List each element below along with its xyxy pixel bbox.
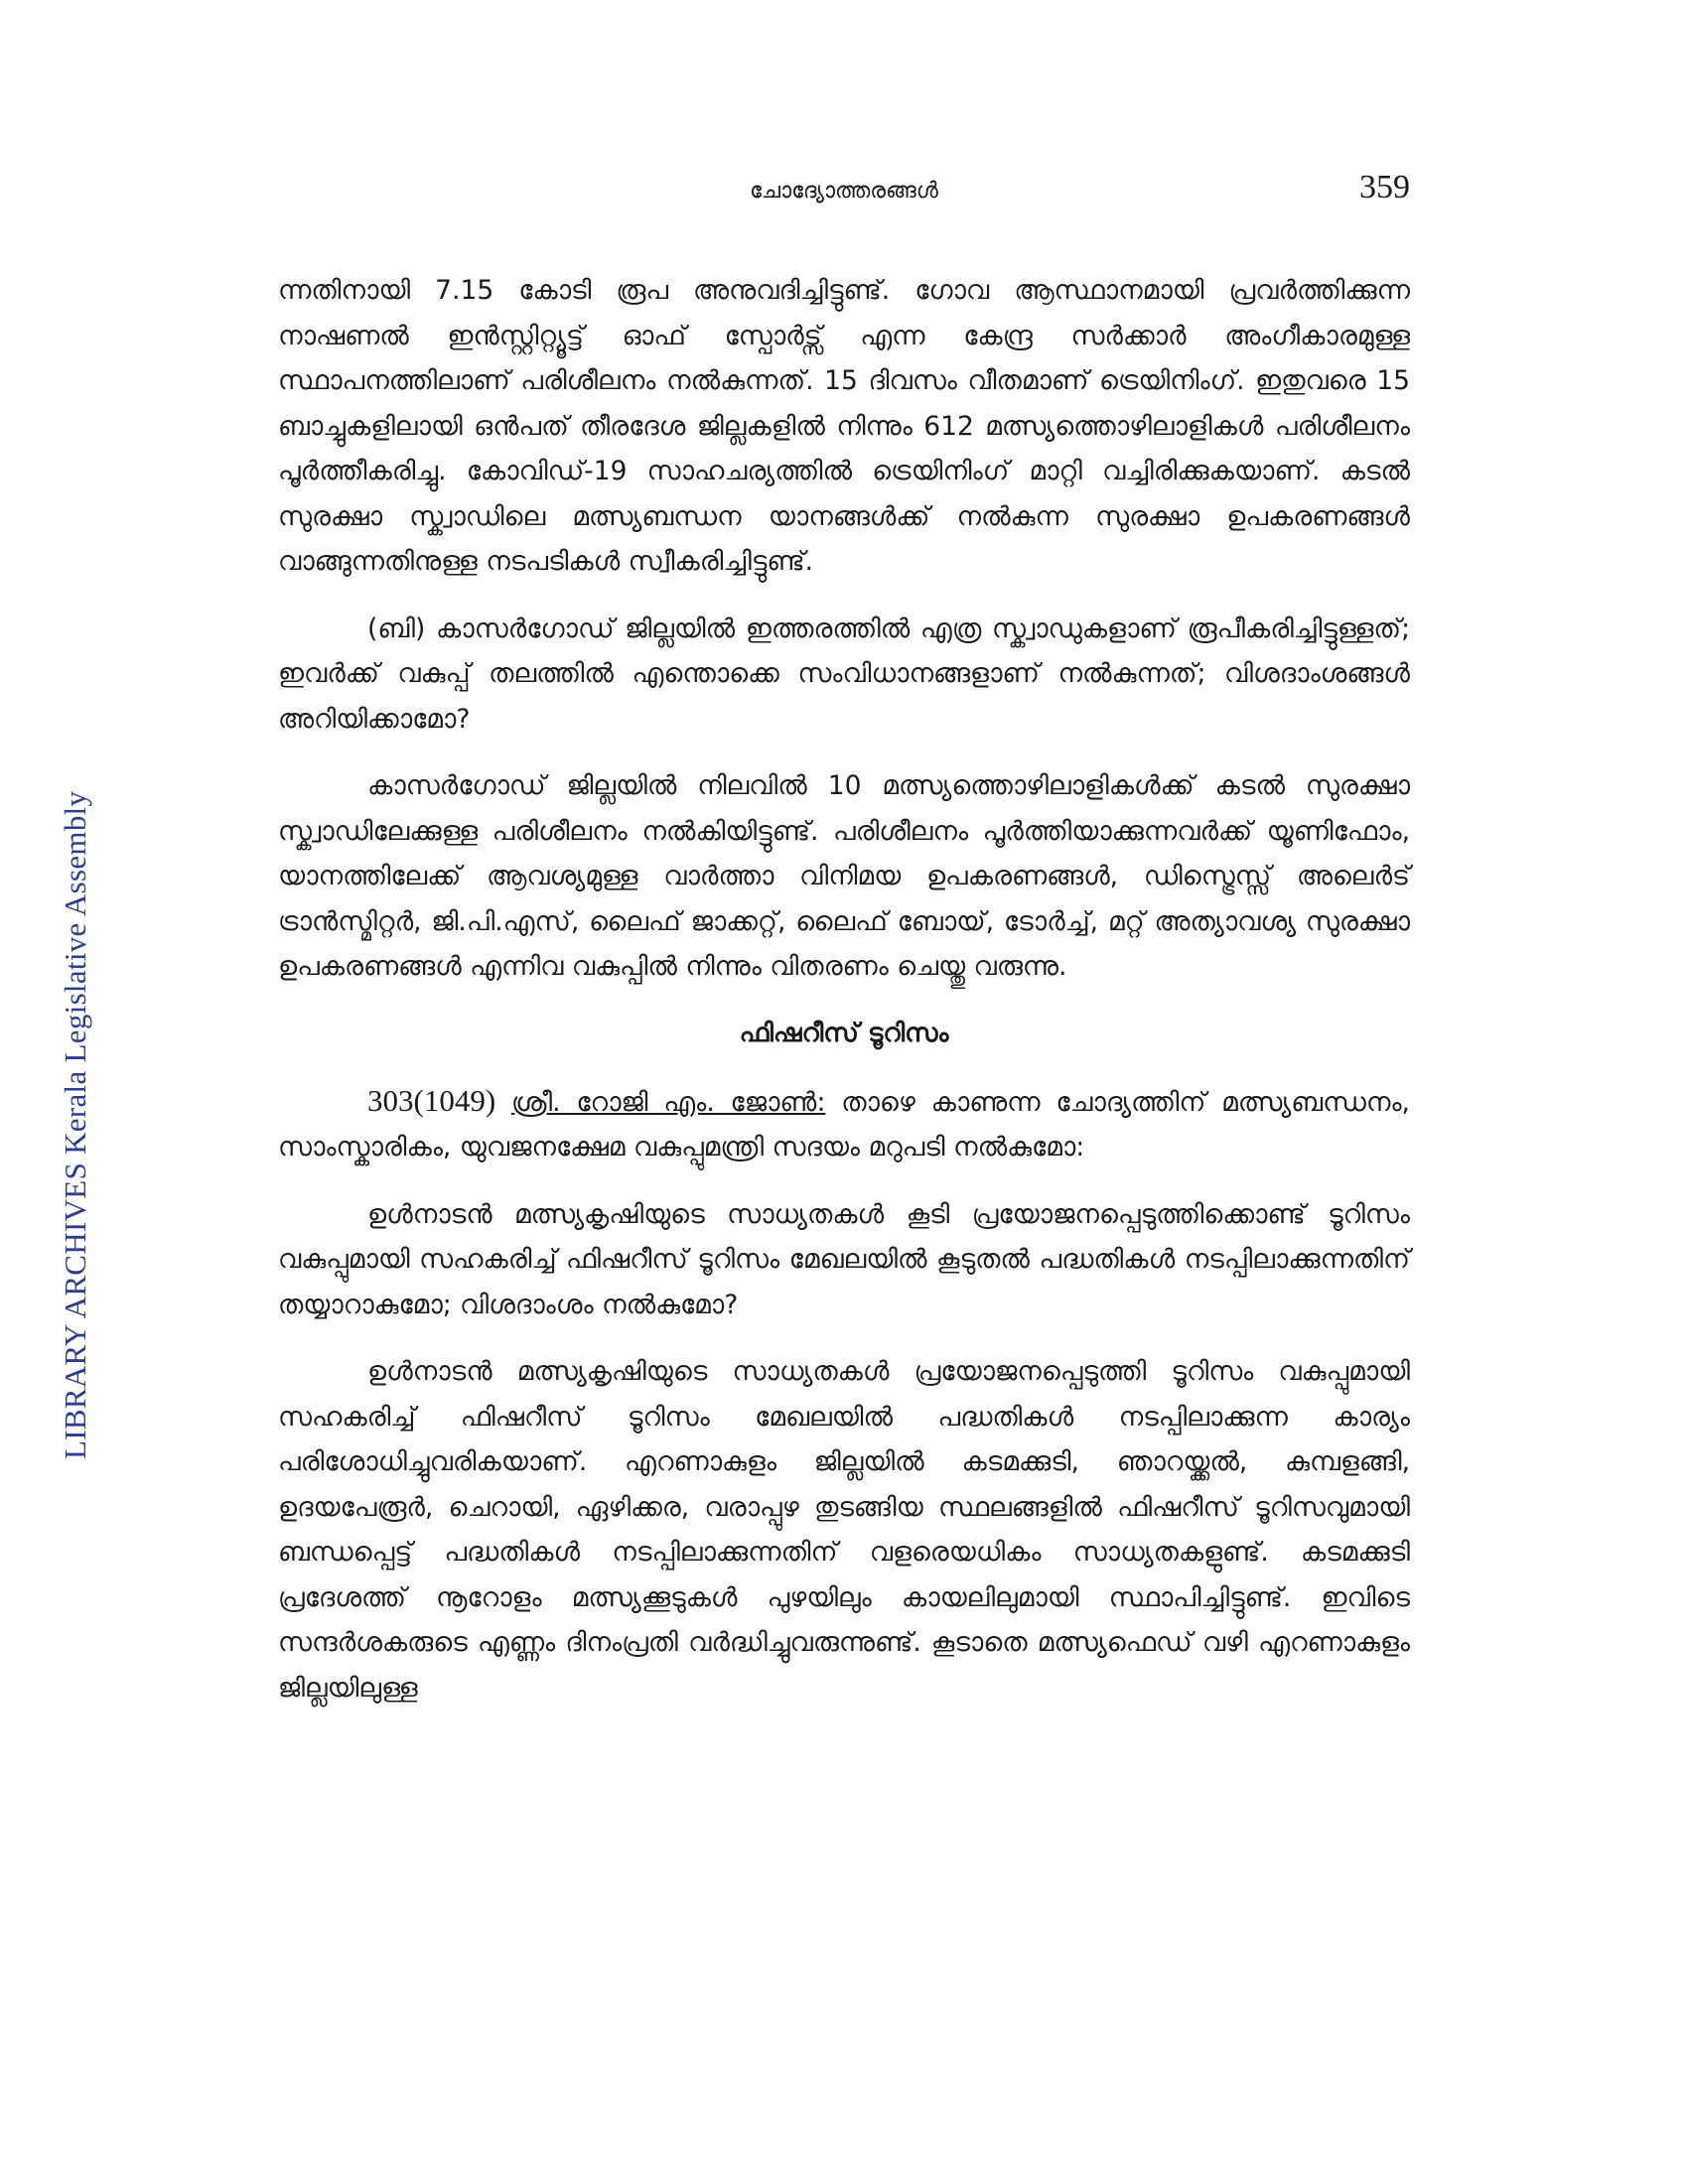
question-text: ഉൾനാടൻ മത്സ്യകൃഷിയുടെ സാധ്യതകൾ കൂടി പ്രയോജനപ്പെടുത്തിക്കൊണ്ട് ടൂറിസം വകുപ്പുമായി സഹകരിച്ച് ഫിഷറീസ് ടൂറിസം മേഖലയിൽ കൂടുതൽ പദ്ധതികൾ നടപ്പിലാക്കുന്നതിന് തയ്യാറാകുമോ; വിശദാംശം നൽകുമോ? [278,1198,1410,1320]
answer-paragraph: ഉൾനാടൻ മത്സ്യകൃഷിയുടെ സാധ്യതകൾ പ്രയോജനപ്പെടുത്തി ടൂറിസം വകുപ്പുമായി സഹകരിച്ച് ഫിഷറീസ് ടൂറിസം മേഖലയിൽ പദ്ധതികൾ നടപ്പിലാക്കുന്ന കാര്യം പരിശോധിച്ചുവരികയാണ്. എറണാകുളം ജില്ലയിൽ കടമക്കുടി, ഞാറയ്ക്കൽ, കുമ്പളങ്ങി, ഉദയപേരൂർ, ചെറായി, ഏഴിക്കര, വരാപ്പുഴ തുടങ്ങിയ സ്ഥലങ്ങളിൽ ഫിഷറീസ് ടൂറിസവുമായി ബന്ധപ്പെട്ട് പദ്ധതികൾ നടപ്പിലാക്കുന്നതിന് വളരെയധികം സാധ്യതകളുണ്ട്. കടമക്കുടി പ്രദേശത്ത് നൂറോളം മത്സ്യക്കൂടുകൾ പുഴയിലും കായലിലുമായി സ്ഥാപിച്ചിട്ടുണ്ട്. ഇവിടെ സന്ദർശകരുടെ എണ്ണം ദിനംപ്രതി വർദ്ധിച്ചുവരുന്നുണ്ട്. കൂടാതെ മത്സ്യഫെഡ് വഴി എറണാകുളം ജില്ലയിലുള്ള [278,1356,1410,1704]
sub-question-b: (ബി) കാസർഗോഡ് ജില്ലയിൽ ഇത്തരത്തിൽ എത്ര സ്ക്വാഡുകളാണ് രൂപീകരിച്ചിട്ടുള്ളത്; ഇവർക്ക് വകുപ്പ് തലത്തിൽ എന്തൊക്കെ സംവിധാനങ്ങളാണ് നൽകുന്നത്; വിശദാംശങ്ങൾ അറിയിക്കാമോ? [278,613,1410,735]
question-intro-text: താഴെ കാണുന്ന ചോദ്യത്തിന് മത്സ്യബന്ധനം, സാംസ്കാരികം, യുവജനക്ഷേമ വകുപ്പുമന്ത്രി സദയം മറുപടി നൽകുമോ: [278,1086,1410,1162]
member-name: ശ്രീ. റോജി എം. ജോൺ: [510,1086,826,1118]
answer-paragraph-b: കാസർഗോഡ് ജില്ലയിൽ നിലവിൽ 10 മത്സ്യത്തൊഴിലാളികൾക്ക് കടൽ സുരക്ഷാ സ്ക്വാഡിലേക്കുള്ള പരിശീലനം നൽകിയിട്ടുണ്ട്. പരിശീലനം പൂർത്തിയാക്കുന്നവർക്ക് യൂണിഫോം, യാനത്തിലേക്ക് ആവശ്യമുള്ള വാർത്താ വിനിമയ ഉപകരണങ്ങൾ, ഡിസ്ട്രെസ്സ് അലെർട് ട്രാൻസ്മിറ്റർ, ജി.പി.എസ്, ലൈഫ് ജാക്കറ്റ്, ലൈഫ് ബോയ്, ടോർച്ച്, മറ്റ് അത്യാവശ്യ സുരക്ഷാ ഉപകരണങ്ങൾ എന്നിവ വകുപ്പിൽ നിന്നും വിതരണം ചെയ്തു വരുന്നു. [278,770,1410,982]
section-heading: ഫിഷറീസ് ടൂറിസം [739,1018,949,1048]
question-intro [278,1078,1410,1170]
page-body [278,268,1410,1732]
archive-watermark: LIBRARY ARCHIVES Kerala Legislative Assembly [58,790,92,1459]
question-number: 303(1049) [367,1082,496,1118]
running-title: ചോദ്യോത്തരങ്ങൾ [750,179,938,204]
page-number: 359 [1359,169,1410,205]
answer-paragraph-continued: ന്നതിനായി 7.15 കോടി രൂപ അനുവദിച്ചിട്ടുണ്ട്. ഗോവ ആസ്ഥാനമായി പ്രവർത്തിക്കുന്ന നാഷണൽ ഇൻസ്റ്റിറ്റ്യൂട്ട് ഓഫ് സ്പോർട്സ് എന്ന കേന്ദ്ര സർക്കാർ അംഗീകാരമുള്ള സ്ഥാപനത്തിലാണ് പരിശീലനം നൽകുന്നത്. 15 ദിവസം വീതമാണ് ട്രെയിനിംഗ്. ഇതുവരെ 15 ബാച്ചുകളിലായി ഒൻപത് തീരദേശ ജില്ലകളിൽ നിന്നും 612 മത്സ്യത്തൊഴിലാളികൾ പരിശീലനം പൂർത്തീകരിച്ചു. കോവിഡ്-19 സാഹചര്യത്തിൽ ട്രെയിനിംഗ് മാറ്റി വച്ചിരിക്കുകയാണ്. കടൽ സുരക്ഷാ സ്ക്വാഡിലെ മത്സ്യബന്ധന യാനങ്ങൾക്ക് നൽകുന്ന സുരക്ഷാ ഉപകരണങ്ങൾ വാങ്ങുന്നതിനുള്ള നടപടികൾ സ്വീകരിച്ചിട്ടുണ്ട്. [278,275,1410,577]
running-header [278,169,1410,218]
